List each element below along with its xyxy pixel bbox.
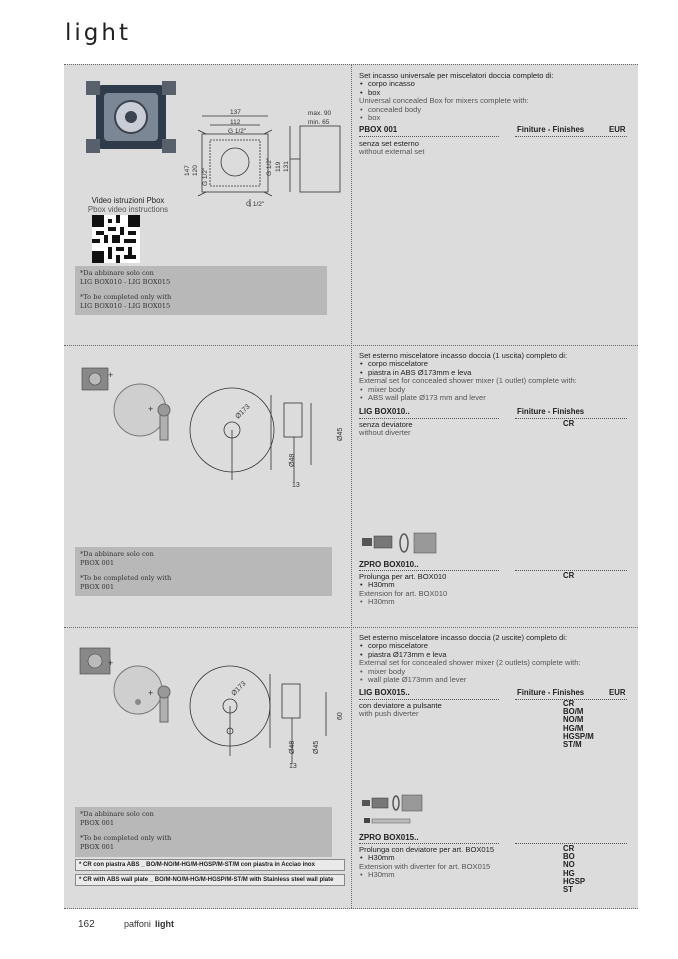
note-it: *Da abbinare solo con	[80, 269, 154, 277]
dim-131: 131	[283, 161, 290, 172]
extension-item-it: • H30mm	[368, 854, 494, 862]
variant-en: without external set	[359, 147, 425, 157]
extension-item-it: • H30mm	[368, 581, 447, 589]
note-it-models: PBOX 001	[80, 819, 115, 827]
desc-it: Set esterno miscelatore incasso doccia (1 uscita) completo di:	[359, 351, 568, 360]
note-en: *To be completed only with	[80, 293, 172, 301]
dim-45: Ø45	[337, 427, 344, 441]
extension-image	[360, 530, 440, 556]
column-divider	[351, 64, 352, 908]
extension-code: ZPRO BOX010..	[359, 560, 419, 569]
dim-173: Ø173	[234, 403, 252, 421]
finish-value: HGSP/M	[563, 731, 594, 741]
item-it: • corpo incasso	[368, 80, 554, 88]
dim-112: 112	[230, 119, 241, 126]
product-code: LIG BOX015..	[359, 688, 410, 697]
extension-finish: NO	[563, 860, 575, 870]
leader-dots	[515, 136, 627, 137]
desc-en: External set for concealed shower mixer (1 outlet) complete with:	[359, 376, 577, 386]
item-en: • concealed body	[368, 106, 554, 114]
product-code: LIG BOX010..	[359, 407, 410, 416]
finish-value: NO/M	[563, 715, 584, 725]
item-it: • corpo miscelatore	[368, 642, 581, 650]
leader-dots	[359, 418, 499, 419]
item-en: • mixer body	[368, 386, 577, 394]
note-en-models: PBOX 001	[80, 843, 115, 851]
variant-en: with push diverter	[359, 709, 419, 719]
note-en-models: LIG BOX010 - LIG BOX015	[80, 302, 171, 310]
note-it-models: PBOX 001	[80, 559, 115, 567]
pbox-technical-drawing	[180, 104, 350, 212]
dim-48: Ø48	[289, 740, 296, 754]
dim-60: 60	[337, 712, 344, 720]
extension-item-en: • H30mm	[368, 871, 494, 879]
extension-desc-en: Extension with diverter for art. BOX015	[359, 861, 491, 871]
box015-technical-drawing	[186, 656, 351, 774]
extension-finish-list	[563, 845, 585, 894]
extension-desc-it: Prolunga con deviatore per art. BOX015	[359, 845, 495, 854]
variant-en: without diverter	[359, 428, 411, 438]
variant-it: senza deviatore	[359, 420, 413, 429]
leader-dots	[359, 136, 499, 137]
extension-finish: HG	[563, 868, 575, 878]
item-it: • piastra Ø173mm e leva	[368, 651, 581, 659]
finish-value: CR	[563, 699, 575, 708]
note-box	[75, 547, 332, 596]
page-title: light	[65, 20, 131, 46]
finish-warning-it: * CR con piastra ABS _ BO/M-NO/M-HG/M-HGSP/M-ST/M con piastra in Acciao inox	[75, 859, 345, 871]
dim-13: 13	[292, 482, 300, 489]
extension-code: ZPRO BOX015..	[359, 833, 419, 842]
extension-desc-en: Extension for art. BOX010	[359, 588, 448, 598]
desc-en: Universal concealed Box for mixers complete with:	[359, 96, 529, 106]
note-en-models: PBOX 001	[80, 583, 115, 591]
item-en: • ABS wall plate Ø173 mm and lever	[368, 394, 577, 402]
dim-13: 13	[289, 763, 297, 770]
qr-code[interactable]	[92, 215, 140, 263]
finish-warning-en: * CR with ABS wall plate _ BO/M-NO/M-HG/M-HGSP/M-ST/M with Stainless steel wall plate	[75, 874, 345, 886]
note-it: *Da abbinare solo con	[80, 550, 154, 558]
extension-image	[360, 792, 426, 828]
desc-it: Set incasso universale per miscelatori doccia completo di:	[359, 71, 554, 80]
extension-finish: ST	[563, 885, 573, 895]
plus-icon: +	[108, 658, 114, 668]
divider	[64, 908, 638, 909]
product-code: PBOX 001	[359, 125, 398, 134]
variant-it: senza set esterno	[359, 139, 419, 148]
item-it: • piastra in ABS Ø173mm e leva	[368, 369, 577, 377]
note-en: *To be completed only with	[80, 574, 172, 582]
dim-g2: G 1/2"	[202, 167, 209, 186]
plus-icon: +	[148, 404, 154, 414]
box010-technical-drawing	[186, 375, 351, 495]
dim-173: Ø173	[230, 680, 248, 698]
extension-finish: CR	[563, 571, 575, 580]
extension-finish: HGSP	[563, 876, 586, 886]
video-label-en: Pbox video instructions	[87, 205, 169, 214]
item-it: • corpo miscelatore	[368, 360, 577, 368]
footer-line: light	[155, 919, 174, 929]
dim-min: min. 65	[308, 119, 330, 126]
dim-137: 137	[230, 109, 241, 116]
extension-finish: BO	[563, 852, 575, 862]
dim-120: 120	[192, 165, 199, 176]
footer-brand: paffoni	[124, 919, 151, 929]
item-en: • wall plate Ø173mm and lever	[368, 676, 581, 684]
leader-dots	[359, 570, 499, 571]
currency-header: EUR	[609, 688, 626, 697]
dim-119: 119	[275, 161, 282, 172]
desc-en: External set for concealed shower mixer (2 outlets) complete with:	[359, 658, 581, 668]
extension-finish: CR	[563, 844, 575, 853]
note-it-models: LIG BOX010 - LIG BOX015	[80, 278, 171, 286]
currency-header: EUR	[609, 125, 626, 134]
finish-value: CR	[563, 419, 575, 428]
leader-dots	[359, 843, 499, 844]
box010-product-image	[70, 360, 188, 450]
note-en: *To be completed only with	[80, 834, 172, 842]
dim-g4: G 1/2"	[246, 201, 265, 208]
note-it: *Da abbinare solo con	[80, 810, 154, 818]
page-number: 162	[78, 919, 95, 930]
video-label-it: Video istruzioni Pbox	[91, 196, 165, 205]
finishes-header: Finiture - Finishes	[517, 688, 585, 697]
item-en: • mixer body	[368, 668, 581, 676]
finishes-header: Finiture - Finishes	[517, 125, 585, 134]
dim-45: Ø45	[313, 740, 320, 754]
dim-g3: G 1/2"	[266, 157, 273, 176]
item-en: • box	[368, 114, 554, 122]
dim-max: max. 90	[308, 110, 332, 117]
item-it: • box	[368, 89, 554, 97]
desc-it: Set esterno miscelatore incasso doccia (2 uscite) completo di:	[359, 633, 568, 642]
dim-147: 147	[184, 165, 191, 176]
pbox-product-image	[82, 75, 178, 161]
dim-g1: G 1/2"	[228, 128, 247, 135]
variant-it: con deviatore a pulsante	[359, 701, 442, 710]
finishes-header: Finiture - Finishes	[517, 407, 585, 416]
finish-value: ST/M	[563, 740, 582, 750]
note-box	[75, 807, 332, 857]
dim-48: Ø48	[289, 453, 296, 467]
finish-value: HG/M	[563, 723, 584, 733]
finish-list	[563, 700, 594, 749]
extension-item-en: • H30mm	[368, 598, 447, 606]
finish-value: BO/M	[563, 707, 584, 717]
note-box	[75, 266, 327, 315]
box015-product-image	[70, 642, 188, 732]
plus-icon: +	[148, 688, 154, 698]
wall-plate	[114, 666, 162, 714]
plus-icon: +	[108, 370, 114, 380]
leader-dots	[359, 699, 499, 700]
extension-desc-it: Prolunga per art. BOX010	[359, 572, 447, 581]
